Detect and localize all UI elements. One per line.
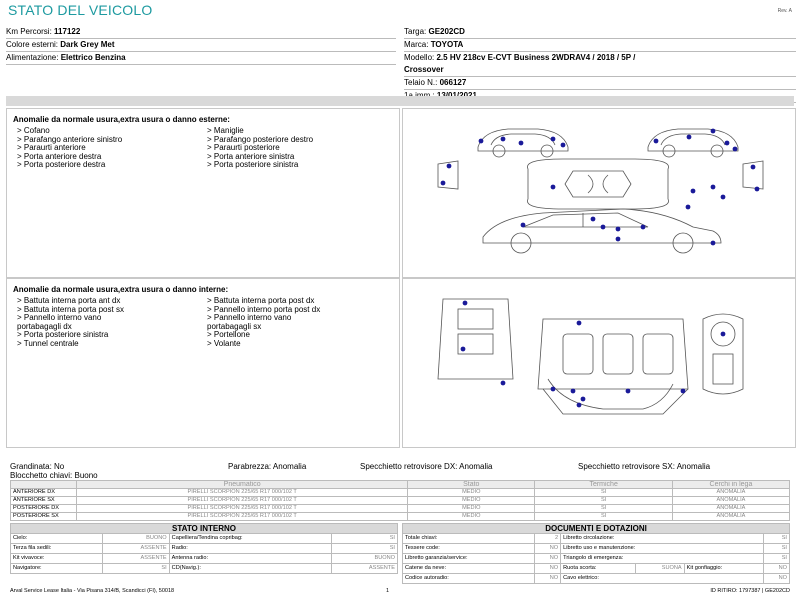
table-row: Totale chiavi: 2 Libretto circolazione: SI [403, 534, 790, 544]
documenti-table [402, 523, 790, 584]
page-title: STATO DEL VEICOLO [8, 2, 153, 18]
specchio-dx: Specchietto retrovisore DX: Anomalia [360, 462, 493, 471]
table-row: Navigatore: SI CD(Navig.): ASSENTE [11, 564, 398, 574]
status-lines [10, 462, 790, 480]
internal-title: Anomalie da normale usura,extra usura o danno interne: [13, 285, 229, 294]
table-row: Kit vivavoce: ASSENTE Antenna radio: BUONO [11, 554, 398, 564]
blocchetto: Blocchetto chiavi: Buono [10, 471, 98, 480]
section-band [6, 96, 794, 106]
internal-damage-panel [6, 278, 400, 448]
table-row: Terza fila sedili: ASSENTE Radio: SI [11, 544, 398, 554]
table-row: POSTERIORE DX PIRELLI SCORPION 225/65 R17 000/102 T MEDIO SI ANOMALIA [11, 505, 790, 513]
external-diagram-panel [402, 108, 796, 278]
table-row: Tessere code: NO Libretto uso e manutenzione: SI [403, 544, 790, 554]
car-interior-diagram [403, 279, 795, 447]
table-row: ANTERIORE SX PIRELLI SCORPION 225/65 R17 000/102 T MEDIO SI ANOMALIA [11, 497, 790, 505]
table-row: POSTERIORE SX PIRELLI SCORPION 225/65 R17 000/102 T MEDIO SI ANOMALIA [11, 513, 790, 521]
vehicle-fields-right [404, 26, 796, 103]
field-marca: Marca: TOYOTA [404, 39, 796, 52]
specchio-sx: Specchietto retrovisore SX: Anomalia [578, 462, 711, 471]
field-targa: Targa: GE202CD [404, 26, 796, 39]
external-list-2: > Maniglie > Parafango posteriore destro > Paraurti posteriore > Porta anteriore sinistra > Porta posteriore sinistra [207, 126, 314, 169]
footer-id: ID RITIRO: 1797387 | GE202CD [710, 588, 790, 594]
internal-list-1: > Battuta interna porta ant dx > Battuta interna porta post sx > Pannello interno vano portabagagli dx > Porta posteriore sinistra > Tunnel centrale [17, 296, 124, 348]
damage-markers [441, 129, 760, 246]
internal-list-2: > Battuta interna porta post dx > Pannello interno porta post dx > Pannello interno vano portabagagli sx > Portellone > Volante [207, 296, 321, 348]
external-damage-panel [6, 108, 400, 278]
footer-page-number: 1 [386, 588, 390, 594]
field-telaio: Telaio N.: 066127 [404, 77, 796, 90]
field-alimentazione: Alimentazione: Elettrico Benzina [6, 52, 396, 65]
table-row: ANTERIORE DX PIRELLI SCORPION 225/65 R17 000/102 T MEDIO SI ANOMALIA [11, 489, 790, 497]
footer-address: Arval Service Lease Italia - Via Pisana 314/B, Scandicci (FI), 50018 [10, 588, 175, 594]
table-row: Codice autoradio: NO Cavo elettrico: NO [403, 574, 790, 584]
table-row: Cielo: BUONO Capelliera/Tendina copribag: SI [11, 534, 398, 544]
internal-diagram-panel [402, 278, 796, 448]
external-title: Anomalie da normale usura,extra usura o danno esterne: [13, 115, 230, 124]
field-modello-cont: Crossover [404, 64, 796, 77]
field-colore: Colore esterni: Dark Grey Met [6, 39, 396, 52]
vehicle-fields-left [6, 26, 396, 65]
tyres-table: Pneumatico Stato Termiche Cerchi in lega ANTERIORE DX PIRELLI SCORPION 225/65 R17 000/102 T MEDIO SI ANOMALIA ANTERIORE SX PIRELLI SCORPION 225/65 R17 000/102 T MEDIO SI ANOMALIA POSTERIORE DX PIRELLI SCORPION 225/65 R17 000/102 T MEDIO SI ANOMALIA POSTERIORE SX PIRELLI SCORPION 225/65 R17 000/102 T MEDIO SI ANOMALIA [10, 480, 790, 521]
car-exterior-diagram [403, 109, 795, 277]
parabrezza: Parabrezza: Anomalia [228, 462, 307, 471]
stato-interno-title: STATO INTERNO [11, 524, 398, 534]
field-km: Km Percorsi: 117122 [6, 26, 396, 39]
field-modello: Modello: 2.5 HV 218cv E-CVT Business 2WDRAV4 / 2018 / 5P / [404, 53, 636, 62]
stato-interno-table [10, 523, 398, 574]
table-row: Libretto garanzia/service: NO Triangolo di emergenza: SI [403, 554, 790, 564]
revision-label: Rev. A [777, 8, 792, 14]
table-row: Catene da neve: NO Ruota scorta: SUONA Kit gonfiaggio: NO [403, 564, 790, 574]
documenti-title: DOCUMENTI E DOTAZIONI [403, 524, 790, 534]
grandinata: Grandinata: No [10, 462, 65, 471]
external-list-1: > Cofano > Parafango anteriore sinistro > Paraurti anteriore > Porta anteriore destra > Porta posteriore destra [17, 126, 123, 169]
